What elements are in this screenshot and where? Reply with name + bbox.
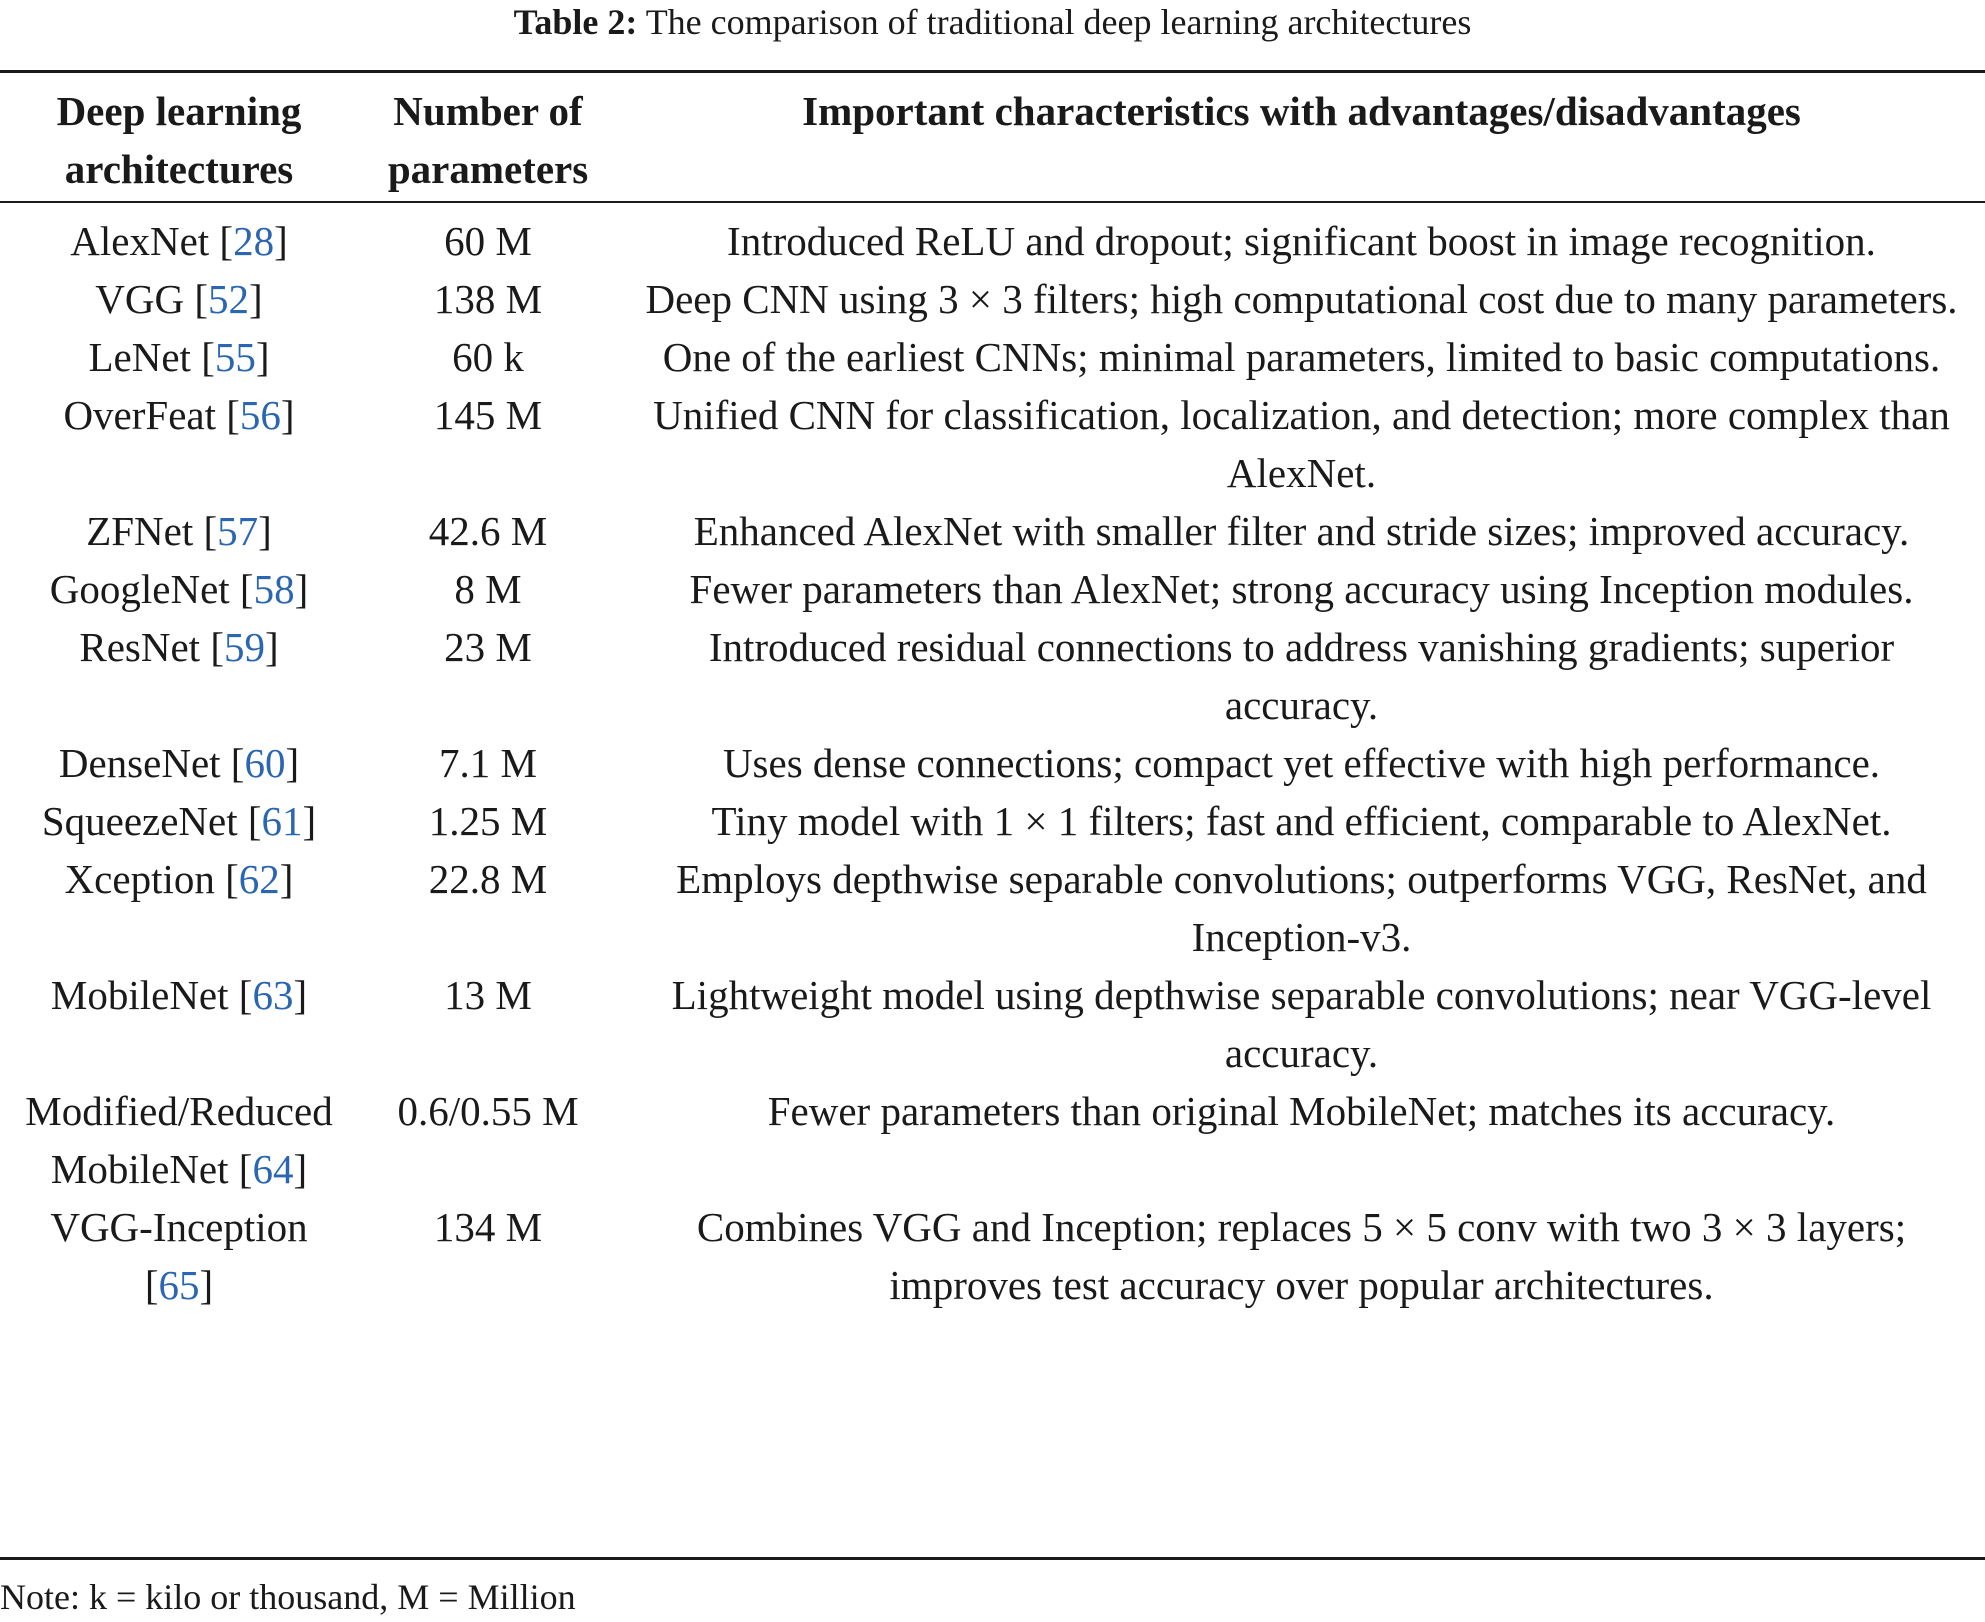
citation-link[interactable]: 62: [238, 856, 280, 902]
table-row: [0, 966, 1985, 1082]
architecture-name: LeNet: [88, 334, 191, 380]
header-col1-line1: Deep learning: [56, 88, 302, 134]
characteristics-cell: Uses dense connections; compact yet effective with high performance.: [722, 740, 1881, 786]
table-row: [0, 328, 1985, 386]
architecture-cell: Xception [62]: [64, 856, 294, 902]
citation-link[interactable]: 64: [252, 1146, 294, 1192]
citation-link[interactable]: 52: [208, 276, 250, 322]
architecture-name: GoogleNet: [49, 566, 230, 612]
header-col1-line2: architectures: [64, 146, 294, 192]
parameters-cell: 42.6 M: [428, 508, 548, 554]
architecture-name: Xception: [64, 856, 215, 902]
table-row: [0, 386, 1985, 502]
characteristics-cell: Introduced residual connections to address vanishing gradients; superior accuracy.: [708, 624, 1895, 728]
characteristics-cell: Tiny model with 1 × 1 filters; fast and efficient, comparable to AlexNet.: [711, 798, 1892, 844]
architecture-name: MobileNet: [50, 972, 229, 1018]
parameters-cell: 60 M: [444, 218, 532, 264]
architecture-name: SqueezeNet: [41, 798, 238, 844]
parameters-cell: 7.1 M: [439, 740, 537, 786]
architecture-name: VGG-Inception: [50, 1204, 308, 1250]
architecture-cell: MobileNet [63]: [50, 972, 308, 1018]
parameters-cell: 23 M: [444, 624, 532, 670]
citation-link[interactable]: 63: [252, 972, 294, 1018]
table-row: [0, 1198, 1985, 1314]
parameters-cell: 13 M: [444, 972, 532, 1018]
header-col2-line2: parameters: [387, 146, 589, 192]
architecture-cell: AlexNet [28]: [70, 218, 288, 264]
caption-label: Table 2:: [513, 2, 638, 42]
architecture-name: ResNet: [79, 624, 201, 670]
table-row: [0, 792, 1985, 850]
architecture-name: AlexNet: [70, 218, 210, 264]
characteristics-cell: Unified CNN for classification, localization, and detection; more complex than AlexNet.: [653, 392, 1950, 496]
architecture-name: OverFeat: [63, 392, 216, 438]
architecture-cell: VGG [52]: [95, 276, 263, 322]
characteristics-cell: Fewer parameters than original MobileNet; matches its accuracy.: [767, 1088, 1836, 1134]
parameters-cell: 134 M: [433, 1204, 543, 1250]
table-body: [0, 212, 1985, 1314]
header-col2-line1: Number of: [393, 88, 583, 134]
architecture-cell: DenseNet [60]: [58, 740, 300, 786]
top-rule: [0, 70, 1985, 73]
characteristics-cell: Introduced ReLU and dropout; significant boost in image recognition.: [727, 218, 1876, 264]
characteristics-cell: Fewer parameters than AlexNet; strong accuracy using Inception modules.: [689, 566, 1914, 612]
parameters-cell: 8 M: [454, 566, 522, 612]
parameters-cell: 138 M: [433, 276, 543, 322]
table-row: [0, 560, 1985, 618]
table-row: [0, 1082, 1985, 1198]
architecture-cell: Modified/Reduced MobileNet [64]: [25, 1088, 333, 1192]
architecture-name: DenseNet: [58, 740, 221, 786]
architecture-cell: OverFeat [56]: [63, 392, 295, 438]
characteristics-cell: One of the earliest CNNs; minimal parameters, limited to basic computations.: [662, 334, 1941, 380]
header-parameters: [358, 82, 618, 198]
characteristics-cell: Combines VGG and Inception; replaces 5 × 5 conv with two 3 × 3 layers; improves test accuracy over popular architectures.: [696, 1204, 1907, 1308]
architecture-cell: ZFNet [57]: [86, 508, 272, 554]
header-characteristics: Important characteristics with advantages/disadvantages: [802, 88, 1801, 134]
header-rule: [0, 201, 1985, 203]
architecture-cell: VGG-Inception [65]: [50, 1204, 308, 1308]
table-note: Note: k = kilo or thousand, M = Million: [0, 1577, 576, 1617]
citation-link[interactable]: 65: [158, 1262, 200, 1308]
architecture-cell: LeNet [55]: [88, 334, 270, 380]
table-row: [0, 850, 1985, 966]
architecture-name: Modified/Reduced MobileNet: [25, 1088, 333, 1192]
citation-link[interactable]: 56: [239, 392, 281, 438]
table-row: [0, 502, 1985, 560]
citation-link[interactable]: 60: [244, 740, 286, 786]
citation-link[interactable]: 28: [233, 218, 275, 264]
table-header: [0, 82, 1985, 198]
citation-link[interactable]: 55: [214, 334, 256, 380]
table-row: [0, 270, 1985, 328]
bottom-rule: [0, 1557, 1985, 1560]
architecture-cell: GoogleNet [58]: [49, 566, 309, 612]
architecture-table: [0, 212, 1985, 1314]
architecture-cell: SqueezeNet [61]: [41, 798, 317, 844]
table-row: [0, 734, 1985, 792]
characteristics-cell: Enhanced AlexNet with smaller filter and stride sizes; improved accuracy.: [693, 508, 1910, 554]
citation-link[interactable]: 58: [253, 566, 295, 612]
parameters-cell: 0.6/0.55 M: [397, 1088, 579, 1134]
caption-text: The comparison of traditional deep learning architectures: [645, 2, 1472, 42]
table-row: [0, 212, 1985, 270]
header-row: [0, 82, 1985, 198]
characteristics-cell: Deep CNN using 3 × 3 filters; high computational cost due to many parameters.: [645, 276, 1958, 322]
citation-link[interactable]: 57: [217, 508, 259, 554]
parameters-cell: 22.8 M: [428, 856, 548, 902]
header-architectures: [0, 82, 358, 198]
table-row: [0, 618, 1985, 734]
architecture-name: ZFNet: [86, 508, 194, 554]
citation-link[interactable]: 61: [261, 798, 303, 844]
parameters-cell: 145 M: [433, 392, 543, 438]
table-caption: [0, 0, 1985, 44]
architecture-cell: ResNet [59]: [79, 624, 279, 670]
citation-link[interactable]: 59: [223, 624, 265, 670]
characteristics-cell: Lightweight model using depthwise separable convolutions; near VGG-level accuracy.: [671, 972, 1932, 1076]
parameters-cell: 60 k: [452, 334, 524, 380]
parameters-cell: 1.25 M: [428, 798, 548, 844]
characteristics-cell: Employs depthwise separable convolutions; outperforms VGG, ResNet, and Inception-v3.: [676, 856, 1927, 960]
architecture-name: VGG: [95, 276, 185, 322]
